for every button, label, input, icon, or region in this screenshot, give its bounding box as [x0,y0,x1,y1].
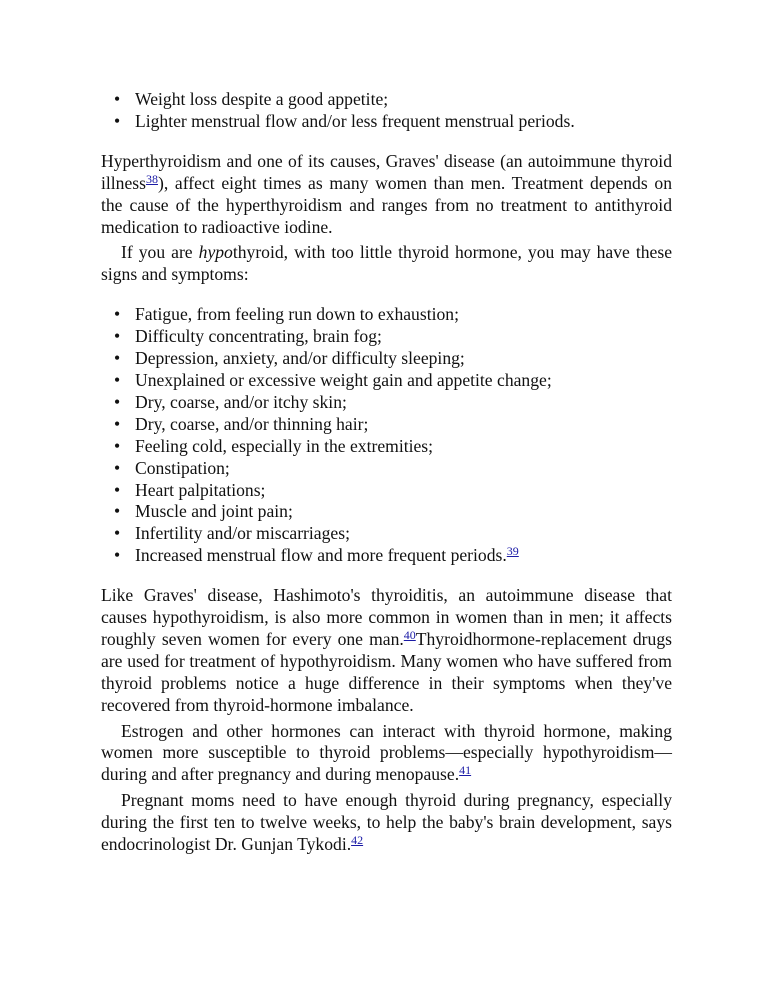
paragraph-estrogen [101,721,672,787]
paragraph-text: Hyperthyroidism and one of its causes, Graves' disease (an autoimmune thyroid illness [101,150,672,193]
footnote-link-42[interactable]: 42 [351,833,364,848]
list-item: • Weight loss despite a good appetite; [135,89,672,111]
footnote-link-39[interactable]: 39 [506,544,519,559]
list-item: • Dry, coarse, and/or thinning hair; [135,414,672,436]
paragraph-text: Pregnant moms need to have enough thyroid during pregnancy, especially during the first ten to twelve weeks, to help the baby's brain development, says endocrinologist Dr. Gunjan Tykodi. [101,790,672,855]
list-item: • Difficulty concentrating, brain fog; [135,326,672,348]
footnote-link-38[interactable]: 38 [145,171,158,186]
list-item [135,545,672,567]
paragraph-text: thyroid, with too little thyroid hormone, you may have these signs and symptoms: [101,242,673,285]
symptom-list-hyper [101,89,672,133]
list-item: • Lighter menstrual flow and/or less frequent menstrual periods. [135,111,672,133]
paragraph-text: Estrogen and other hormones can interact with thyroid hormone, making women more susceptible to thyroid problems—especially hypothyroidism—during and after pregnancy and during menopause. [101,720,672,785]
emphasis-hypo: hypo [198,242,233,263]
paragraph-pregnancy [101,790,672,856]
paragraph-hashimoto [101,585,672,716]
paragraph-text: If you are [121,242,199,263]
list-item: • Heart palpitations; [135,480,672,502]
symptom-list-hypo [101,304,672,567]
footnote-link-41[interactable]: 41 [459,763,472,778]
list-item: • Muscle and joint pain; [135,501,672,523]
paragraph-hypothyroid-intro [101,242,672,286]
list-item: • Dry, coarse, and/or itchy skin; [135,392,672,414]
list-item: • Unexplained or excessive weight gain and appetite change; [135,370,672,392]
list-item-text: Increased menstrual flow and more frequent periods. [135,545,507,566]
paragraph-text: ), affect eight times as many women than men. Treatment depends on the cause of the hyperthyroidism and ranges from no treatment to antithyroid medication to radioactive iodine. [101,172,672,237]
list-item: • Infertility and/or miscarriages; [135,523,672,545]
paragraph-hyperthyroidism [101,151,672,239]
list-item: • Fatigue, from feeling run down to exhaustion; [135,304,672,326]
paragraph-text: Like Graves' disease, Hashimoto's thyroiditis, an autoimmune disease that causes hypothyroidism, is also more common in women than in men; it affects roughly seven women for every one man. [101,585,672,649]
list-item: • Feeling cold, especially in the extremities; [135,436,672,458]
list-item: • Depression, anxiety, and/or difficulty sleeping; [135,348,672,370]
paragraph-text: Thyroidhormone-replacement drugs are used for treatment of hypothyroidism. Many women who have suffered from thyroid problems notice a huge difference in their symptoms when they've recovered from thyroid-hormone imbalance. [101,628,672,715]
footnote-link-40[interactable]: 40 [403,627,416,642]
list-item: • Constipation; [135,458,672,480]
